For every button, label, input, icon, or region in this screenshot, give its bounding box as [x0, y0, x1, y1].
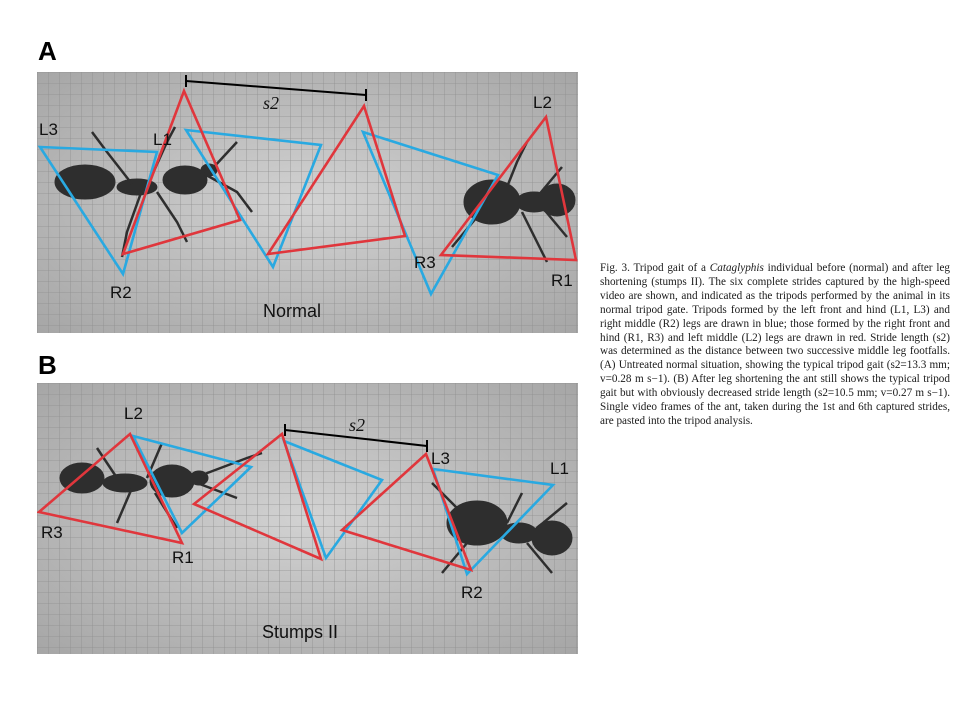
- stride-label: s2: [349, 415, 366, 435]
- caption-body: individual before (normal) and after leg shortening (stumps II). The six complete strides captured by the high-speed video are shown, and indicated as the tripods performed by the animal in its normal tripod gate. Tripods formed by the left front and hind (L1, L3) and right middle (R2) legs are drawn in blue; those formed by the right front and hind (R1, R3) and left middle (L2) legs are drawn in red. Stride length (s2) was determined as the distance between two successive middle leg footfalls. (A) Untreated normal situation, showing the typical tripod gait (s2=13.3 mm; v=0.28 m s−1). (B) After leg shortening the ant still shows the typical tripod gait but with obviously decreased stride length (s2=10.5 mm; v=0.27 m s−1). Single video frames of the ant, taken during the 1st and 6th captured strides, are pasted into the tripod analysis.: [600, 262, 950, 427]
- leg-label-l2: L2: [533, 93, 552, 112]
- leg-label-r3: R3: [41, 523, 63, 542]
- stride-label: s2: [263, 93, 280, 113]
- condition-label-normal: Normal: [263, 301, 322, 321]
- leg-label-r2: R2: [110, 283, 132, 302]
- panel-letter-b: B: [38, 350, 57, 380]
- leg-label-r1: R1: [551, 271, 573, 290]
- leg-label-l1: L1: [153, 130, 172, 149]
- caption-genus: Cataglyphis: [709, 262, 764, 274]
- leg-label-r3: R3: [414, 253, 436, 272]
- panel-a-image: [37, 72, 578, 333]
- leg-label-l3: L3: [39, 120, 58, 139]
- condition-label-stumps: Stumps II: [262, 622, 339, 642]
- leg-label-r1: R1: [172, 548, 194, 567]
- panel-letter-a: A: [38, 36, 57, 66]
- leg-label-l1: L1: [550, 459, 569, 478]
- leg-label-l3: L3: [431, 449, 450, 468]
- caption-prefix: Fig. 3. Tripod gait of a: [600, 262, 710, 274]
- panel-b-image: [37, 383, 578, 654]
- figure-caption: [600, 262, 950, 429]
- leg-label-l2: L2: [124, 404, 143, 423]
- leg-label-r2: R2: [461, 583, 483, 602]
